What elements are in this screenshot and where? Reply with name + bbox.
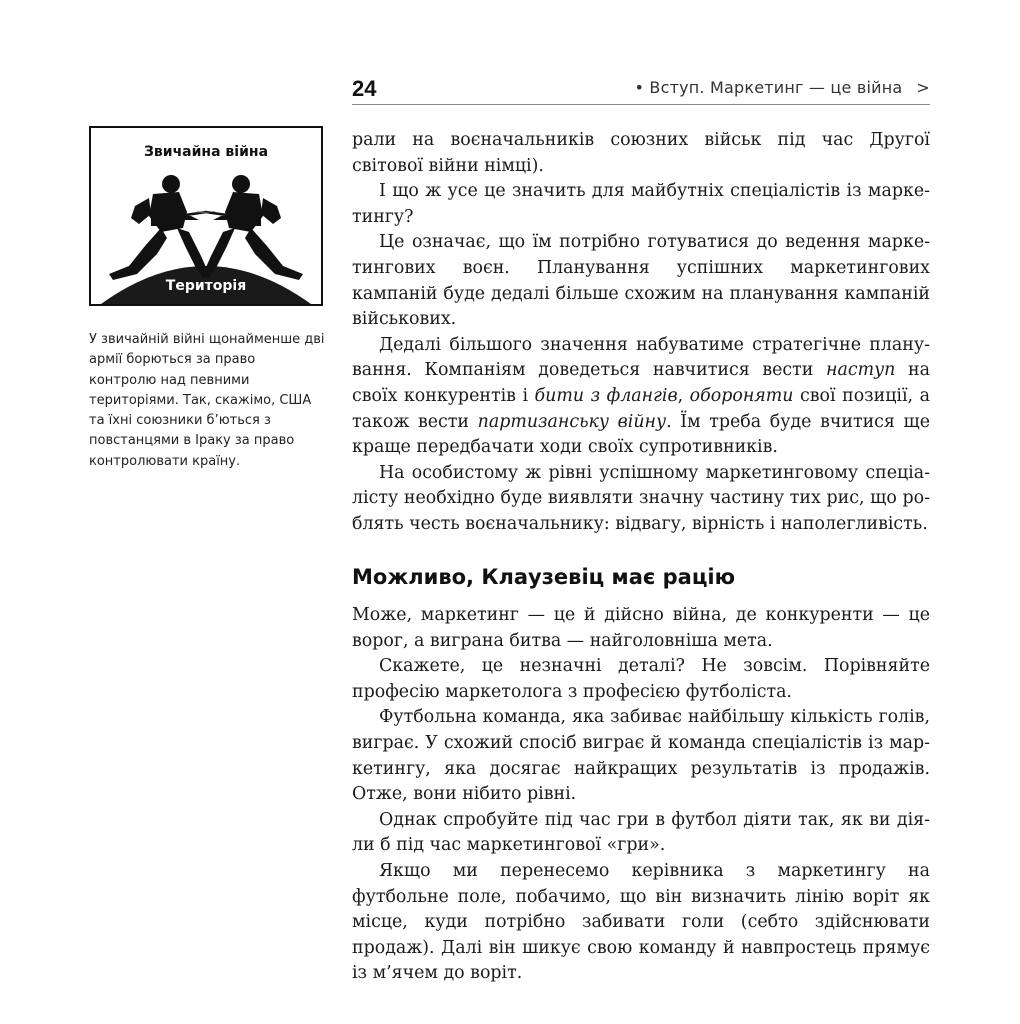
paragraph <box>352 128 930 179</box>
text-run: Футбольна команда, яка забиває найбільшу кількість голів, виграє. У схожий спосіб виграє й команда спеціалістів із маркетингу, яка досягає найкращих результатів із продажів. Отже, вони нібито рівні. <box>352 707 930 805</box>
text-run: Однак спробуйте під час гри в футбол діяти так, як ви діяли б під час маркетингової «гри». <box>352 809 930 856</box>
paragraph <box>352 230 930 332</box>
figure-label: Територія <box>165 278 247 294</box>
figure-conventional-war <box>89 126 323 306</box>
emphasis: бити з флангів <box>534 385 678 406</box>
paragraph <box>352 859 930 987</box>
paragraph <box>352 461 930 538</box>
text-run: Дедалі більшого значення набуватиме стратегічне планування. Компаніям доведеться навчитися вести <box>352 334 930 381</box>
figure-title: Звичайна війна <box>143 144 269 160</box>
text-run: І що ж усе це значить для майбутніх спеціалістів із маркетингу? <box>352 181 930 227</box>
body-text-bottom <box>352 603 930 987</box>
running-head <box>634 78 930 97</box>
chevron-right-icon: > <box>916 78 930 97</box>
page-number: 24 <box>352 76 377 101</box>
text-run: Скажете, це незначні деталі? Не зовсім. Порівняйте професію маркетолога з професією футболіста. <box>352 656 930 702</box>
text-run: Це означає, що їм потрібно готуватися до ведення маркетингових воєн. Планування успішних маркетингових кампаній буде дедалі більше схожим на планування кампаній військових. <box>352 232 930 330</box>
figure-caption: У звичайній війні щонайменше дві армії борються за право контролю над певними територіями. Так, скажімо, США та їхні союзники б’ються з повстанцями в Іраку за право контролювати країну. <box>89 332 325 469</box>
text-run: рали на воєначальників союзних військ під час Другої світової війни німці). <box>352 130 930 176</box>
paragraph <box>352 705 930 807</box>
text-run: на своїх конкурентів і <box>352 360 930 406</box>
page-header <box>352 76 930 105</box>
text-run: На особистому ж рівні успішному маркетинговому спеціалісту необхідно буде виявляти значну частину тих рис, що роблять честь воєначальнику: відвагу, вірність і наполегливість. <box>352 462 930 534</box>
text-run: Може, маркетинг — це й дійсно війна, де конкуренти — це ворог, а виграна битва — найголовніша мета. <box>352 605 930 651</box>
emphasis: партизанську війну <box>477 411 667 432</box>
body-text-top <box>352 128 930 538</box>
text-run: , <box>677 385 690 406</box>
emphasis: обороняти <box>689 385 794 406</box>
paragraph <box>352 808 930 859</box>
soldier-right-icon <box>197 175 303 280</box>
soldier-left-icon <box>109 175 209 280</box>
text-run: Якщо ми перенесемо керівника з маркетингу на футбольне поле, побачимо, що він визначить лінію воріт як місце, куди потрібно забивати голи (себто здійснювати продаж). Далі він шикує свою команду й навпростець прямує із м’ячем до воріт. <box>352 860 930 984</box>
text-run: свої позиції, а також вести <box>352 385 930 432</box>
paragraph <box>352 333 930 461</box>
emphasis: наступ <box>826 360 896 381</box>
section-heading: Можливо, Клаузевіц має рацію <box>352 565 736 589</box>
paragraph <box>352 603 930 654</box>
paragraph <box>352 179 930 230</box>
running-head-title: • Вступ. Маркетинг — це війна <box>634 78 903 97</box>
text-run: . Їм треба буде вчитися ще краще передбачати ходи своїх супротивників. <box>352 411 930 458</box>
paragraph <box>352 654 930 705</box>
